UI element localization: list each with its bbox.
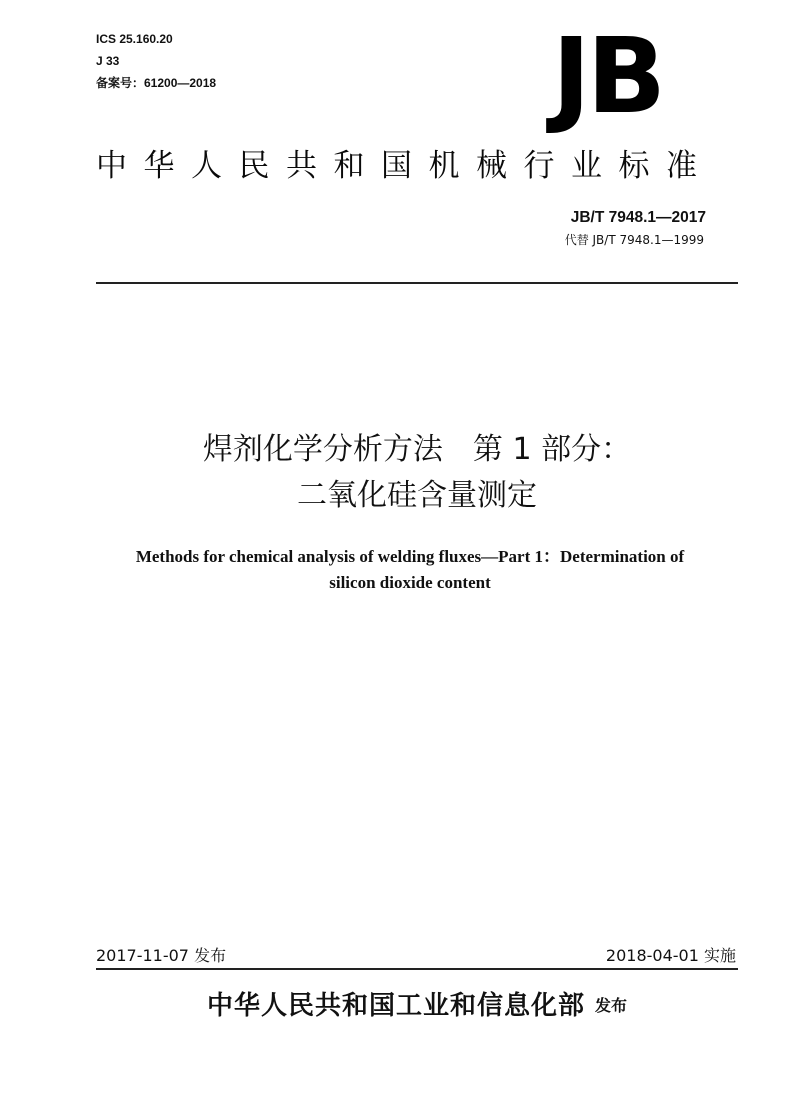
bottom-divider bbox=[96, 968, 738, 970]
english-title-line-2: silicon dioxide content bbox=[329, 573, 491, 592]
chinese-title-line-2: 二氧化硅含量测定 bbox=[297, 478, 537, 513]
issuer-name: 中华人民共和国工业和信息化部 bbox=[206, 991, 585, 1021]
issue-date: 2017-11-07 发布 bbox=[96, 946, 227, 965]
classification-code: J 33 bbox=[96, 54, 120, 68]
replaces-standard: 代替 JB/T 7948.1—1999 bbox=[564, 233, 704, 247]
record-number: 备案号：61200—2018 bbox=[96, 76, 217, 90]
issuer-suffix: 发布 bbox=[595, 996, 628, 1015]
standard-category-title: 中华人民共和国机械行业标准 bbox=[96, 148, 714, 184]
standard-number: JB/T 7948.1—2017 bbox=[570, 209, 706, 226]
top-divider bbox=[96, 282, 738, 284]
english-title-line-1: Methods for chemical analysis of welding fluxes—Part 1：Determination of bbox=[135, 547, 685, 566]
implementation-date: 2018-04-01 实施 bbox=[605, 946, 736, 965]
jb-logo: JB bbox=[552, 15, 662, 137]
chinese-title-line-1: 焊剂化学分析方法 第 1 部分： bbox=[202, 432, 632, 467]
issuer-block bbox=[96, 988, 738, 1024]
ics-code: ICS 25.160.20 bbox=[96, 32, 173, 46]
